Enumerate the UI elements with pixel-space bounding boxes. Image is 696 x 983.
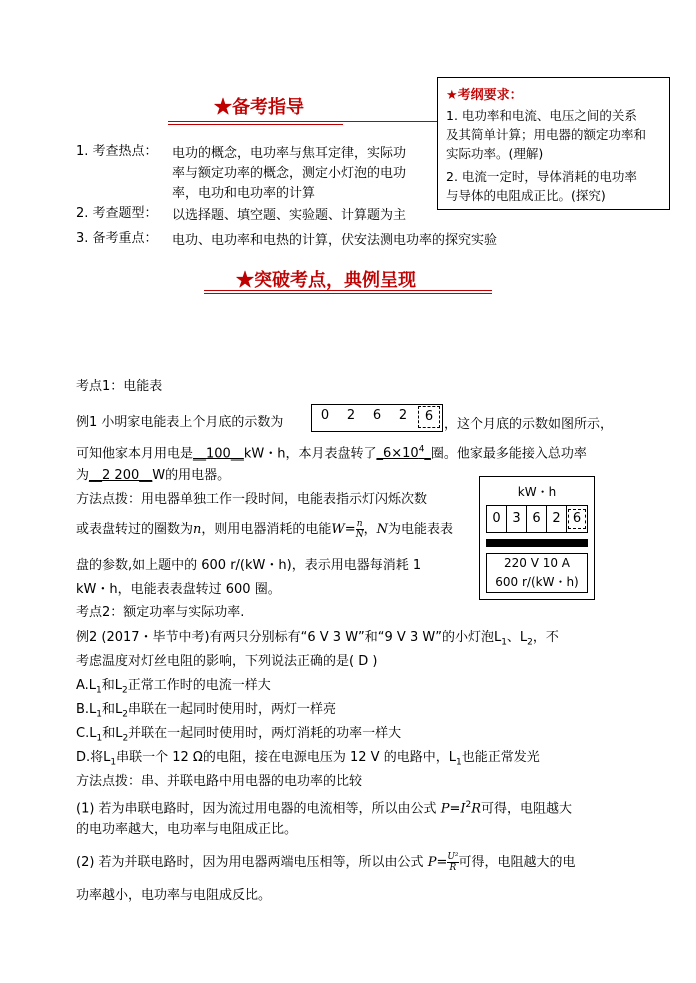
option-a-mid: 和L: [101, 678, 123, 693]
meter-digit-4: 2: [547, 506, 567, 532]
requirements-line-3: 实际功率。(理解): [446, 146, 544, 161]
option-d-start: D.将L: [76, 750, 111, 765]
requirements-box: [437, 77, 670, 210]
option-b-start: B.L: [76, 702, 97, 717]
answer-revolutions: [376, 446, 430, 461]
example1-line2-b: kW・h，本月表盘转了: [243, 446, 377, 462]
option-a-text: 正常工作时的电流一样大: [127, 678, 271, 693]
method2-para2-line2: 功率越小，电功率与电阻成反比。: [76, 888, 272, 903]
guide-item-2-label: 2. 考查题型：: [76, 206, 158, 221]
formula1-eq: =: [449, 801, 461, 817]
guide-item-3-label: 3. 备考重点：: [76, 231, 158, 246]
method1-line2: [76, 519, 453, 540]
method2-para1-line2: 的电功率越大，电功率与电阻成正比。: [76, 822, 298, 837]
requirements-line-4: 2. 电流一定时，导体消耗的电功率: [446, 169, 637, 184]
guide-item-2-text: 以选择题、填空题、实验题、计算题为主: [172, 208, 407, 223]
meter-digit-1: 0: [487, 506, 507, 532]
example2-line1: [76, 628, 559, 653]
option-a-sub1: 1: [96, 685, 102, 696]
method1-line2-a: 或表盘转过的圈数为: [76, 522, 194, 537]
option-c-sub1: 1: [96, 733, 103, 744]
sub-sep: 、L: [506, 630, 528, 645]
meter-rating: 220 V 10 A: [503, 556, 571, 570]
method2-para1-line1: [76, 796, 572, 818]
sub-2: 2: [527, 637, 533, 648]
option-a-sub2: 2: [122, 685, 128, 696]
example1-line3-b: W的用电器。: [152, 468, 231, 483]
example1-line1-pre: 例1 小明家电能表上个月底的示数为: [76, 415, 284, 430]
option-c: [76, 724, 401, 749]
meter-unit: kW・h: [517, 485, 557, 499]
meter-bar: [486, 539, 588, 547]
requirements-line-5: 与导体的电阻成正比。(探究): [446, 188, 606, 203]
var-N: N: [376, 522, 388, 537]
requirements-line-2: 及其简单计算；用电器的额定功率和: [446, 127, 647, 142]
guide-item-1-line-1: 电功的概念，电功率与焦耳定律，实际功: [172, 146, 407, 161]
option-a: [76, 676, 271, 701]
section-title-guide: ★备考指导: [214, 97, 304, 118]
option-a-start: A.L: [76, 678, 97, 693]
point2-heading: 考点2：额定功率与实际功率.: [76, 605, 245, 620]
meter-figure: [479, 476, 595, 600]
method2-para2-b: 可得，电阻越大的电: [458, 855, 576, 870]
option-b: [76, 700, 336, 725]
formula2-P: P: [427, 855, 437, 870]
option-b-sub2: 2: [122, 709, 129, 720]
answer-energy: __100__: [193, 446, 244, 462]
old-digit-5: 6: [418, 406, 440, 428]
old-digit-3: 6: [372, 408, 382, 423]
requirements-line-1: 1. 电功率和电流、电压之间的关系: [446, 108, 637, 123]
method2-para1-a: (1) 若为串联电路时，因为流过用电器的电流相等，所以由公式: [76, 801, 441, 817]
example1-line2-a: 可知他家本月用电是: [76, 446, 194, 462]
method2-title: 方法点拨：串、并联电路中用电器的电功率的比较: [76, 774, 363, 789]
method1-line2-c: ，: [363, 522, 377, 537]
formula1-R: R: [471, 801, 482, 817]
method2-para2-line1: [76, 852, 576, 873]
meter-digit-2: 3: [507, 506, 527, 532]
option-b-mid: 和L: [102, 702, 123, 717]
option-d: [76, 748, 540, 773]
option-c-mid: 和L: [102, 726, 123, 741]
answer-power: __2 200__: [89, 468, 153, 483]
answer-revolutions-tail: _: [424, 446, 431, 462]
fraction-U2-over-R: [447, 852, 458, 873]
option-c-sub2: 2: [122, 733, 129, 744]
guide-item-1-line-3: 率，电功和电功率的计算: [172, 186, 316, 201]
meter-rating-box: [486, 553, 588, 593]
option-b-sub1: 1: [96, 709, 103, 720]
example1-line3: [76, 466, 230, 485]
section-title-points: ★突破考点，典例呈现: [236, 270, 416, 291]
example1-line3-a: 为: [76, 468, 90, 483]
guide-item-1-label: 1. 考查热点：: [76, 144, 158, 159]
option-c-text: 并联在一起同时使用时，两灯消耗的功率一样大: [128, 726, 402, 741]
answer-revolutions-exp: 4: [418, 445, 425, 455]
section-underline-2: [204, 293, 492, 294]
method2-para2-a: (2) 若为并联电路时，因为用电器两端电压相等，所以由公式: [76, 855, 428, 870]
guide-item-3-text: 电功、电功率和电热的计算，伏安法测电功率的探究实验: [172, 233, 498, 248]
meter-digits: [486, 505, 588, 533]
formula2-eq: =: [436, 855, 448, 870]
answer-revolutions-base: _6×10: [376, 446, 419, 462]
option-b-text: 串联在一起同时使用时，两灯一样亮: [128, 702, 337, 717]
method2-para1-b: 可得，电阻越大: [481, 801, 573, 817]
requirements-title: ★考纲要求：: [446, 88, 523, 103]
frac-den: N: [355, 530, 364, 540]
frac-num: n: [356, 519, 363, 529]
example2-line1-tail: ，不: [532, 630, 559, 645]
method1-line4: kW・h，电能表表盘转过 600 圈。: [76, 582, 281, 597]
method1-line2-b: ，则用电器消耗的电能: [201, 522, 332, 537]
title-underline: [168, 121, 343, 122]
option-d-mid: 串联一个 12 Ω的电阻，接在电源电压为 12 V 的电路中，L: [116, 750, 456, 765]
guide-item-1-line-2: 率与额定功率的概念，测定小灯泡的电功: [172, 166, 407, 181]
option-d-sub1: 1: [110, 757, 117, 768]
example1-line1-post: ，这个月底的示数如图所示，: [444, 417, 614, 432]
method1-line3: 盘的参数,如上题中的 600 r/(kW・h)，表示用电器每消耗 1: [76, 558, 422, 573]
method1-line1: 方法点拨：用电器单独工作一段时间，电能表指示灯闪烁次数: [76, 492, 428, 507]
point1-heading: 考点1：电能表: [76, 379, 163, 394]
example1-line2-c: 圈。他家最多能接入总功率: [430, 446, 587, 462]
frac2-num: U²: [447, 852, 459, 862]
section-underline: [204, 290, 492, 291]
example1-line2: [76, 441, 587, 463]
formula1-exp: 2: [465, 800, 472, 810]
var-W: W: [331, 522, 345, 537]
meter-digit-5: 6: [568, 509, 586, 529]
meter-digit-3: 6: [527, 506, 547, 532]
meter-constant: 600 r/(kW・h): [495, 575, 579, 589]
formula1-P: P: [440, 801, 450, 817]
var-n: n: [193, 522, 202, 537]
old-digit-4: 2: [398, 408, 408, 423]
frac2-den: R: [449, 863, 457, 873]
old-digit-1: 0: [320, 408, 330, 423]
connector-line: [343, 121, 437, 122]
title-underline-2: [168, 124, 343, 125]
option-c-start: C.L: [76, 726, 97, 741]
option-d-sub1b: 1: [455, 757, 462, 768]
old-meter-reading: [311, 404, 443, 432]
example2-line1-text: 例2 (2017・毕节中考)有两只分别标有“6 V 3 W”和“9 V 3 W”的小灯泡L: [76, 630, 502, 645]
old-digit-2: 2: [346, 408, 356, 423]
option-d-text: 也能正常发光: [461, 750, 540, 765]
fraction-n-over-N: [356, 519, 364, 540]
example2-line2: 考虑温度对灯丝电阻的影响，下列说法正确的是( D ): [76, 654, 378, 669]
equals: =: [344, 522, 356, 537]
formula1-I: I: [460, 801, 466, 817]
sub-1: 1: [501, 637, 507, 648]
method1-line2-d: 为电能表表: [387, 522, 453, 537]
